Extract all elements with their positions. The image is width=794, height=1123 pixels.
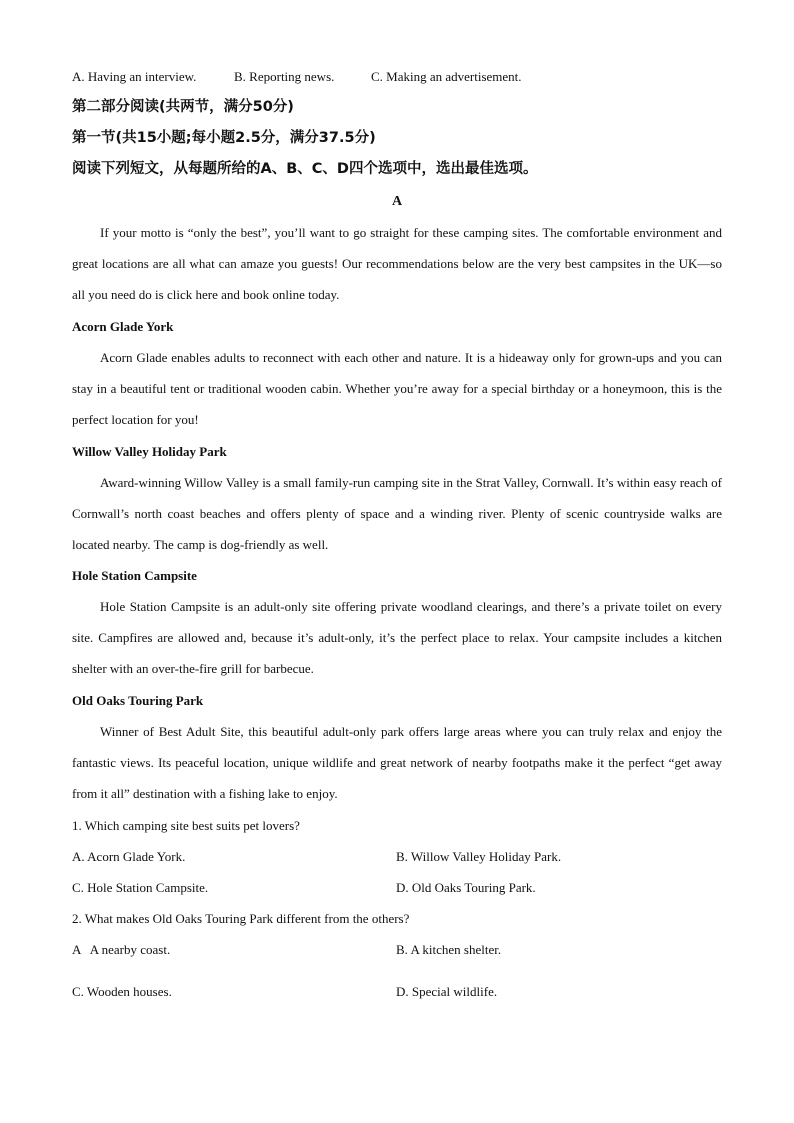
question-option-a: A A nearby coast. [72, 942, 171, 957]
passage-label: A [391, 194, 403, 209]
prev-option-c: C. Making an advertisement. [371, 69, 522, 84]
question-option-c: C. Hole Station Campsite. [72, 880, 209, 895]
site-title: Acorn Glade York [72, 319, 174, 334]
site-title: Old Oaks Touring Park [72, 693, 204, 708]
site-description: Award-winning Willow Valley is a small family-run camping site in the Strat Valley, Cornwall. It’s within easy reach of Cornwall’s north coast beaches and offers plenty of space and a winding river. Plenty of scenic countryside walks are located nearby. The camp is dog-friendly as well. [72, 475, 722, 553]
site-title: Hole Station Campsite [72, 568, 197, 583]
question-stem: 1. Which camping site best suits pet lovers? [72, 818, 300, 833]
question-option-c: C. Wooden houses. [72, 984, 172, 999]
question-option-d: D. Old Oaks Touring Park. [396, 880, 536, 895]
prev-option-a: A. Having an interview. [72, 69, 197, 84]
instruction: 阅读下列短文，从每题所给的A、B、C、D四个选项中，选出最佳选项。 [72, 161, 538, 177]
section-heading: 第一节(共15小题;每小题2.5分，满分37.5分) [72, 130, 376, 146]
site-description: Hole Station Campsite is an adult-only site offering private woodland clearings, and there’s a private toilet on every site. Campfires are allowed and, because it’s adult-only, it’s the perfect place to relax. Your campsite includes a kitchen shelter with an over-the-fire grill for barbecue. [72, 599, 722, 677]
site-description: Acorn Glade enables adults to reconnect with each other and nature. It is a hideaway only for grown-ups and you can stay in a beautiful tent or traditional wooden cabin. Whether you’re away for a special birthday or a honeymoon, this is the perfect location for you! [72, 350, 722, 428]
question-option-b: B. Willow Valley Holiday Park. [396, 849, 562, 864]
site-description: Winner of Best Adult Site, this beautiful adult-only park offers large areas where you can truly relax and enjoy the fantastic views. Its peaceful location, unique wildlife and great network of nearby footpaths make it the perfect “get away from it all” destination with a fishing lake to enjoy. [72, 724, 722, 802]
question-option-d: D. Special wildlife. [396, 984, 498, 999]
question-option-a: A. Acorn Glade York. [72, 849, 186, 864]
question-option-b: B. A kitchen shelter. [396, 942, 502, 957]
prev-option-b: B. Reporting news. [234, 69, 335, 84]
intro-paragraph: If your motto is “only the best”, you’ll want to go straight for these camping sites. The comfortable environment and great locations are all what can amaze you guests! Our recommendations below are the very best campsites in the UK—so all you need do is click here and book online today. [72, 225, 722, 303]
site-title: Willow Valley Holiday Park [72, 444, 227, 459]
question-stem: 2. What makes Old Oaks Touring Park different from the others? [72, 911, 410, 926]
part-heading: 第二部分阅读(共两节，满分50分) [72, 99, 294, 115]
